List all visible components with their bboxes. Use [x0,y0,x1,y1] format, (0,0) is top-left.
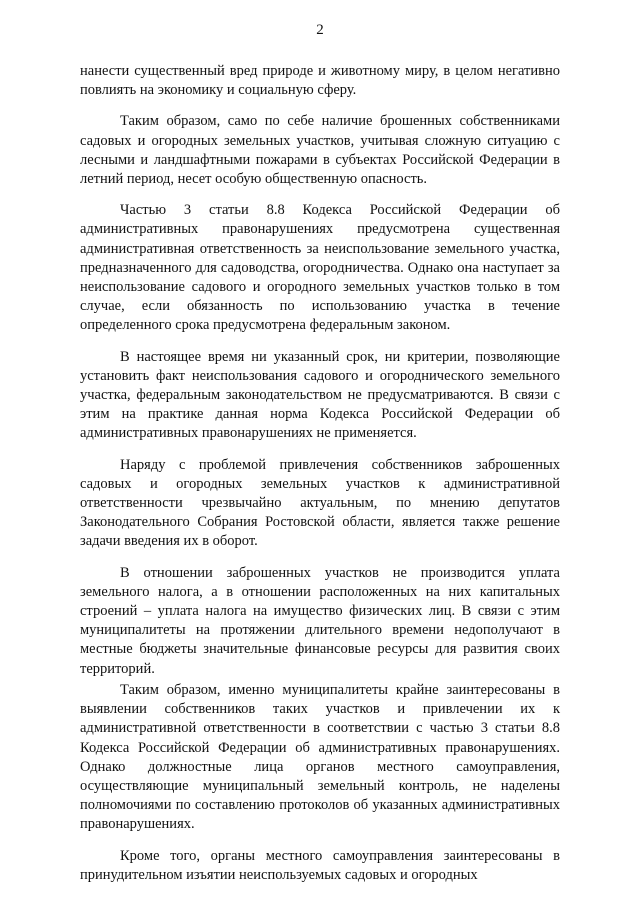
paragraph: Кроме того, органы местного самоуправления заинтересованы в принудительном изъятии неиспользуемых садовых и огородных [80,847,560,883]
paragraph: нанести существенный вред природе и животному миру, в целом негативно повлиять на экономику и социальную сферу. [80,63,560,99]
paragraph: Таким образом, само по себе наличие брошенных собственниками садовых и огородных земельных участков, учитывая сложную ситуацию с лесными и ландшафтными пожарами в субъектах Российской Федерации в летний период, несет особую общественную опасность. [80,113,560,188]
paragraph: В отношении заброшенных участков не производится уплата земельного налога, а в отношении расположенных на них капитальных строений – уплата налога на имущество физических лиц. В связи с этим муниципалитеты на протяжении длительного времени недополучают в местные бюджеты значительные финансовые ресурсы для развития своих территорий. [80,564,560,677]
paragraph: Частью 3 статьи 8.8 Кодекса Российской Федерации об административных правонарушениях предусмотрена существенная административная ответственность за неиспользование земельного участка, предназначенного для садоводства, огородничества. Однако она наступает за неиспользование садового и огородного земельных участков только в том случае, если обязанность по использованию участка в течение определенного срока предусмотрена федеральным законом. [80,202,560,334]
paragraph: В настоящее время ни указанный срок, ни критерии, позволяющие установить факт неиспользования садового и огороднического земельного участка, федеральным законодательством не предусматриваются. В связи с этим на практике данная норма Кодекса Российской Федерации об административных правонарушениях не применяется. [80,348,560,442]
page-number: 2 [316,22,324,38]
paragraph: Таким образом, именно муниципалитеты крайне заинтересованы в выявлении собственников таких участков и привлечении их к административной ответственности в соответствии с частью 3 статьи 8.8 Кодекса Российской Федерации об административных правонарушениях. Однако должностные лица органов местного самоуправления, осуществляющие муниципальный земельный контроль, не наделены полномочиями по составлению протоколов об указанных административных правонарушениях. [80,681,560,833]
paragraph: Наряду с проблемой привлечения собственников заброшенных садовых и огородных земельных участков к административной ответственности чрезвычайно актуальным, по мнению депутатов Законодательного Собрания Ростовской области, является также решение задачи введения их в оборот. [80,456,560,550]
document-body [80,62,560,885]
